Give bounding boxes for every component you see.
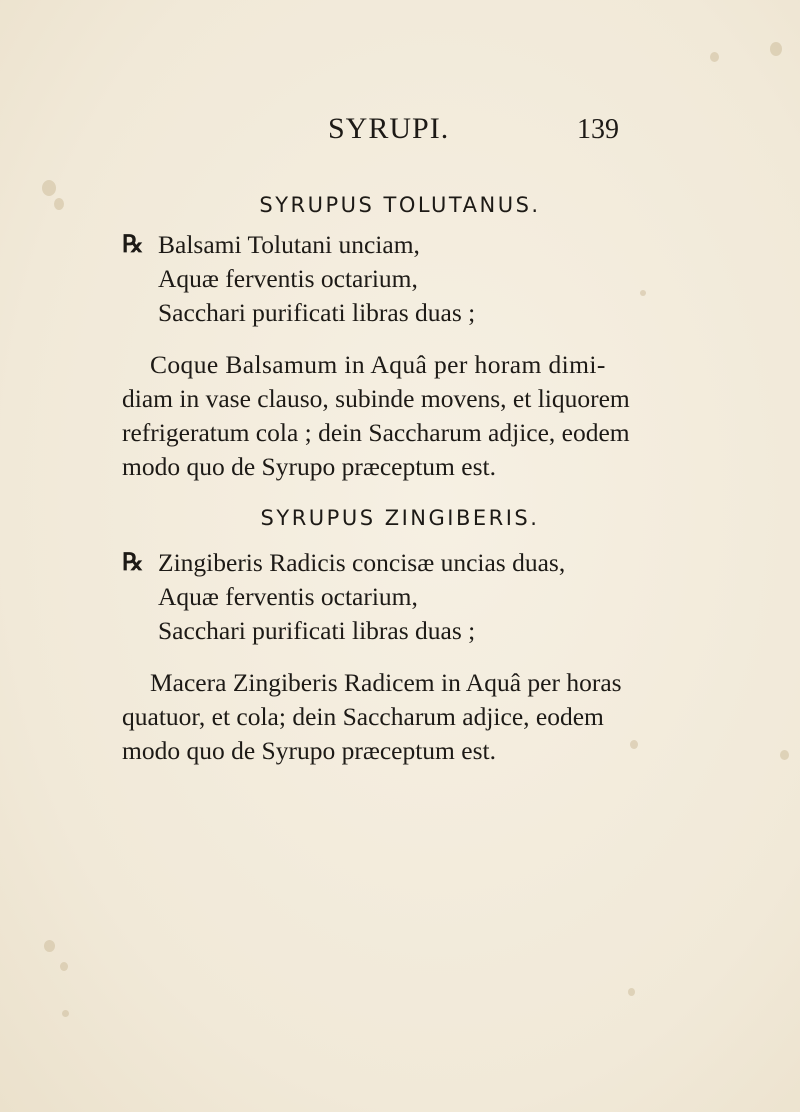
recipe-symbol: ℞ <box>122 232 144 258</box>
foxing-spot <box>780 750 789 760</box>
section-heading: SYRUPUS TOLUTANUS. <box>259 193 541 217</box>
foxing-spot <box>630 740 638 749</box>
instruction-line: Macera Zingiberis Radicem in Aquâ per horas <box>150 668 622 697</box>
instruction-line: quatuor, et cola; dein Saccharum adjice, eodem <box>122 702 604 731</box>
recipe-symbol: ℞ <box>122 550 144 576</box>
running-title: SYRUPI. <box>328 112 450 145</box>
foxing-spot <box>710 52 719 62</box>
foxing-spot <box>628 988 635 996</box>
ingredient-line: Aquæ ferventis octarium, <box>158 582 418 611</box>
ingredient-line: Sacchari purificati libras duas ; <box>158 298 476 327</box>
foxing-spot <box>770 42 782 56</box>
foxing-spot <box>60 962 68 971</box>
ingredient-line: Zingiberis Radicis concisæ uncias duas, <box>158 548 566 577</box>
ingredient-line: Balsami Tolutani unciam, <box>158 230 420 259</box>
foxing-spot <box>640 290 646 296</box>
running-header <box>0 112 800 152</box>
instruction-line: modo quo de Syrupo præceptum est. <box>122 736 496 765</box>
ingredient-line: Aquæ ferventis octarium, <box>158 264 418 293</box>
instruction-line: refrigeratum cola ; dein Saccharum adjice, eodem <box>122 418 630 447</box>
instruction-line: diam in vase clauso, subinde movens, et liquorem <box>122 384 630 413</box>
ingredient-line: Sacchari purificati libras duas ; <box>158 616 476 645</box>
page-number: 139 <box>577 114 619 145</box>
instruction-line: Coque Balsamum in Aquâ per horam dimi- <box>150 350 606 379</box>
section-heading: SYRUPUS ZINGIBERIS. <box>260 506 540 530</box>
foxing-spot <box>62 1010 69 1017</box>
foxing-spot <box>44 940 55 952</box>
instruction-line: modo quo de Syrupo præceptum est. <box>122 452 496 481</box>
